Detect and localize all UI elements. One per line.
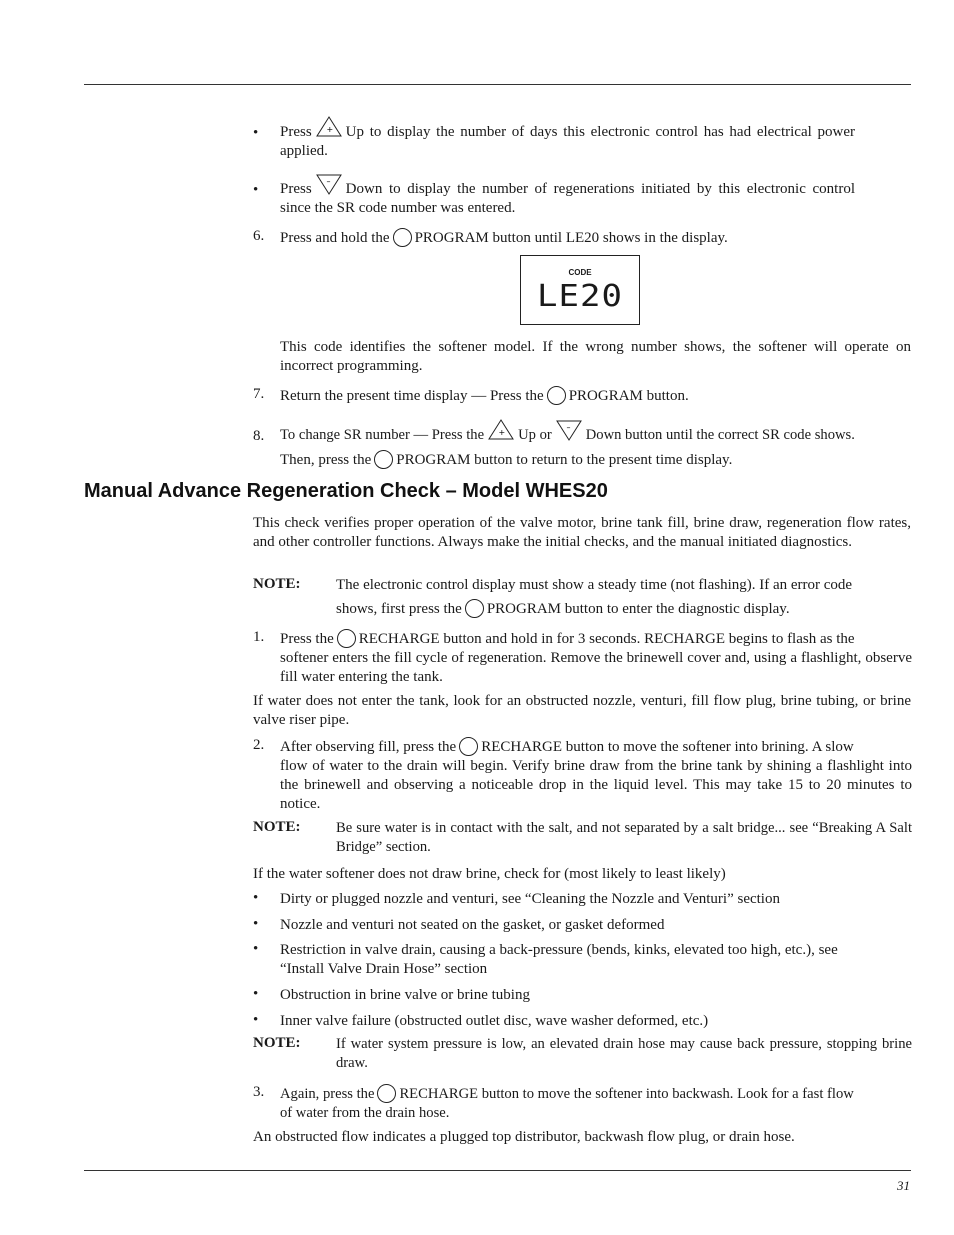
fill-paragraph: If water does not enter the tank, look for an obstructed nozzle, venturi, fill flow plug, brine tubing, or brine valve riser pipe. bbox=[253, 693, 911, 728]
step-text: Press the bbox=[280, 631, 334, 647]
cause-item: Restriction in valve drain, causing a back-pressure (bends, kinks, elevated too high, etc.), see “Install Valve Drain Hose” section bbox=[280, 942, 838, 977]
step-line bbox=[280, 1084, 912, 1104]
svg-text:–: – bbox=[326, 177, 331, 186]
step-number: 2. bbox=[253, 737, 265, 753]
note-text: The electronic control display must show a steady time (not flashing). If an error code bbox=[336, 577, 853, 593]
program-button-icon bbox=[374, 450, 393, 469]
top-rule bbox=[84, 84, 911, 85]
step-text: RECHARGE button and hold in for 3 seconds. RECHARGE begins to flash as the bbox=[358, 631, 855, 647]
note-text: shows, first press the bbox=[336, 601, 462, 617]
bullet-text: Down to display the number of regenerations initiated by this electronic control since the SR code number was entered. bbox=[280, 181, 855, 216]
svg-text:+: + bbox=[498, 428, 506, 437]
step-8-line2 bbox=[280, 450, 910, 470]
program-button-icon bbox=[393, 228, 412, 247]
step-text: softener enters the fill cycle of regeneration. Remove the brinewell cover and, using a flashlight, observe fill water entering the tank. bbox=[280, 650, 912, 685]
step-text: RECHARGE button to move the softener into brining. A slow bbox=[481, 739, 854, 755]
bullet-item bbox=[280, 115, 855, 161]
recharge-button-icon bbox=[459, 737, 478, 756]
step-text: Down button until the correct SR code shows. bbox=[585, 427, 855, 443]
bullet: • bbox=[253, 1012, 259, 1028]
down-arrow-icon bbox=[315, 172, 343, 196]
note-2: Be sure water is in contact with the salt, and not separated by a salt bridge... see “Breaking A Salt Bridge” section. bbox=[336, 820, 912, 855]
step-number: 3. bbox=[253, 1084, 265, 1100]
end-paragraph: An obstructed flow indicates a plugged top distributor, backwash flow plug, or drain hose. bbox=[253, 1129, 795, 1145]
step-text: PROGRAM button. bbox=[568, 388, 689, 404]
section-heading: Manual Advance Regeneration Check – Model WHES20 bbox=[84, 480, 608, 502]
note-label: NOTE: bbox=[253, 819, 301, 835]
diag-step-1 bbox=[280, 629, 912, 687]
page-number: 31 bbox=[897, 1178, 910, 1193]
up-arrow-icon bbox=[315, 115, 343, 139]
step-8 bbox=[280, 418, 920, 445]
note-label: NOTE: bbox=[253, 576, 301, 592]
bullet-text: Press bbox=[280, 181, 312, 197]
lcd-display bbox=[520, 255, 640, 325]
bullet-text: Press bbox=[280, 124, 312, 140]
lcd-code-label: CODE bbox=[568, 268, 592, 277]
step-text: Press and hold the bbox=[280, 230, 390, 246]
cause-item: Nozzle and venturi not seated on the gasket, or gasket deformed bbox=[280, 917, 665, 933]
brine-paragraph: If the water softener does not draw brine, check for (most likely to least likely) bbox=[253, 866, 726, 882]
code-paragraph: This code identifies the softener model. If the wrong number shows, the softener will operate on incorrect programming. bbox=[280, 339, 911, 374]
note-line2 bbox=[336, 599, 912, 619]
recharge-button-icon bbox=[377, 1084, 396, 1103]
step-text: Again, press the bbox=[280, 1086, 375, 1102]
bullet: • bbox=[253, 890, 259, 906]
step-text: Up or bbox=[518, 427, 552, 443]
step-7 bbox=[280, 386, 910, 406]
step-number: 8. bbox=[253, 428, 265, 444]
step-text: Return the present time display — Press the bbox=[280, 388, 544, 404]
cause-item: Obstruction in brine valve or brine tubing bbox=[280, 987, 530, 1003]
note-text: PROGRAM button to enter the diagnostic display. bbox=[486, 601, 790, 617]
bullet: • bbox=[253, 125, 259, 141]
bullet-text: Up to display the number of days this electronic control has had electrical power applied. bbox=[280, 124, 855, 159]
step-text: To change SR number — Press the bbox=[280, 427, 485, 443]
note-3: If water system pressure is low, an elevated drain hose may cause back pressure, stopping brine draw. bbox=[336, 1036, 912, 1071]
program-button-icon bbox=[547, 386, 566, 405]
step-number: 6. bbox=[253, 228, 265, 244]
bullet: • bbox=[253, 941, 259, 957]
bullet-item bbox=[280, 172, 855, 218]
down-arrow-icon bbox=[555, 418, 583, 442]
diag-step-2 bbox=[280, 737, 912, 814]
svg-text:+: + bbox=[326, 125, 333, 134]
step-text: of water from the drain hose. bbox=[280, 1105, 450, 1121]
bullet: • bbox=[253, 986, 259, 1002]
step-number: 7. bbox=[253, 386, 265, 402]
step-line bbox=[280, 737, 912, 757]
cause-item: Dirty or plugged nozzle and venturi, see “Cleaning the Nozzle and Venturi” section bbox=[280, 891, 780, 907]
step-6 bbox=[280, 228, 910, 248]
bullet: • bbox=[253, 182, 259, 198]
note-label: NOTE: bbox=[253, 1035, 301, 1051]
step-text: PROGRAM button until LE20 shows in the display. bbox=[414, 230, 728, 246]
lcd-code-value: LE20 bbox=[537, 278, 623, 314]
step-text: RECHARGE button to move the softener into backwash. Look for a fast flow bbox=[399, 1086, 854, 1102]
step-text: Then, press the bbox=[280, 452, 372, 468]
bullet: • bbox=[253, 916, 259, 932]
up-arrow-icon bbox=[487, 418, 515, 442]
step-number: 1. bbox=[253, 629, 265, 645]
bottom-rule bbox=[84, 1170, 911, 1171]
intro-paragraph: This check verifies proper operation of the valve motor, brine tank fill, brine draw, regeneration flow rates, and other controller functions. Always make the initial checks, and the manual initiated diagnostics. bbox=[253, 515, 911, 550]
step-text: PROGRAM button to return to the present time display. bbox=[396, 452, 733, 468]
step-line bbox=[280, 629, 912, 649]
note-1 bbox=[336, 576, 912, 619]
step-text: After observing fill, press the bbox=[280, 739, 457, 755]
recharge-button-icon bbox=[337, 629, 356, 648]
diag-step-3 bbox=[280, 1084, 912, 1123]
step-text: flow of water to the drain will begin. Verify brine draw from the brine tank by shining a flashlight into the brinewell and observing a noticeable drop in the liquid level. This may take 15 to 20 minutes to notice. bbox=[280, 758, 912, 812]
cause-item: Inner valve failure (obstructed outlet disc, wave washer deformed, etc.) bbox=[280, 1013, 709, 1029]
program-button-icon bbox=[465, 599, 484, 618]
svg-text:–: – bbox=[566, 423, 571, 432]
